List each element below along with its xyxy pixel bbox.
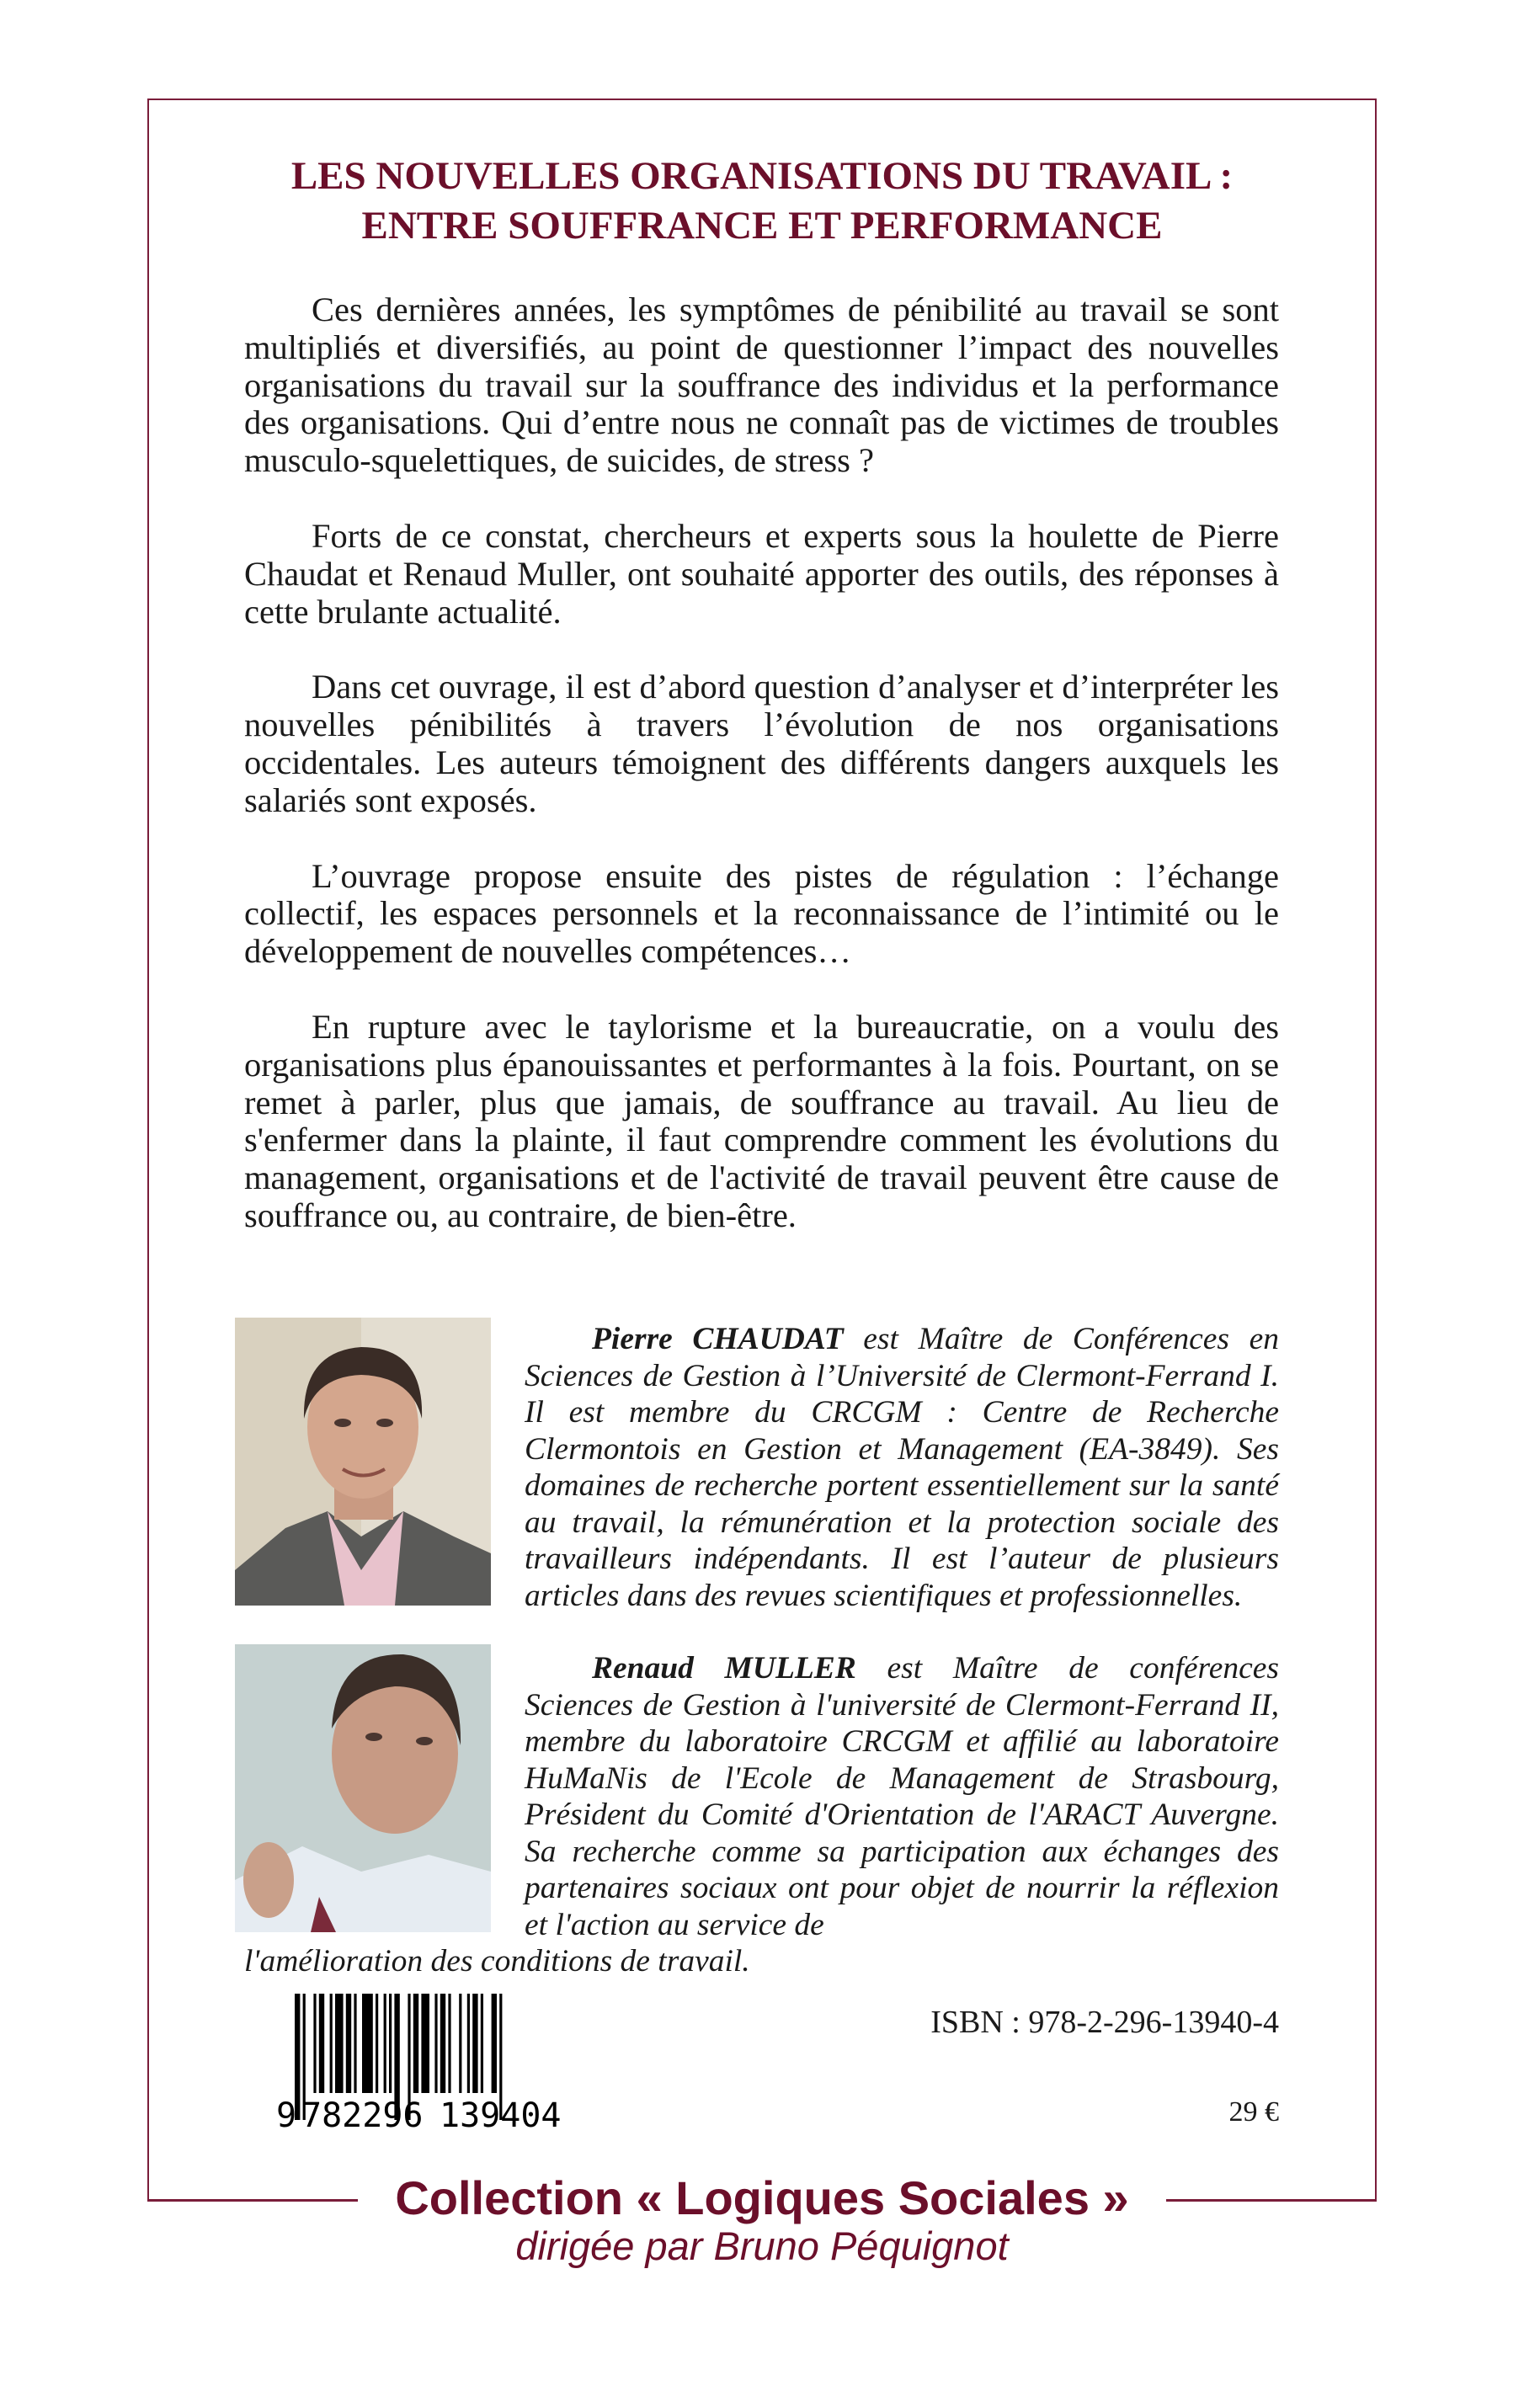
barcode-bar bbox=[389, 1994, 392, 2093]
barcode-digits: 139404 bbox=[440, 2096, 562, 2130]
barcode-digits: 9 bbox=[276, 2096, 297, 2130]
barcode-bar bbox=[467, 1994, 470, 2093]
barcode-bar bbox=[413, 1994, 418, 2093]
barcode-bar bbox=[481, 1994, 483, 2093]
barcode-bar bbox=[346, 1994, 351, 2093]
barcode-bar bbox=[472, 1994, 477, 2093]
title-line-2: ENTRE SOUFFRANCE ET PERFORMANCE bbox=[361, 204, 1163, 248]
author-bio-last-line: l'amélioration des conditions de travail. bbox=[244, 1944, 750, 1979]
author-bio-text: est Maître de Conférences en Sciences de Gestion à l’Université de Clermont-Ferrand I. Il est membre du CRCGM : Centre de Recherche Clermontois en Gestion et Management (EA-3849). Ses domaines de recherche portent essentiellement sur la santé au travail, la rémunération et la protection sociale des travailleurs indépendants. Il est l’auteur de plusieurs articles dans des revues scientifiques et professionnelles. bbox=[525, 1322, 1280, 1613]
author-bio-muller bbox=[244, 1650, 1279, 1979]
barcode-bar bbox=[362, 1994, 373, 2093]
barcode-bar bbox=[376, 1994, 378, 2093]
barcode-bar bbox=[313, 1994, 316, 2093]
title-line-1: LES NOUVELLES ORGANISATIONS DU TRAVAIL : bbox=[290, 154, 1234, 198]
barcode-bar bbox=[354, 1994, 356, 2093]
blurb-paragraph: Forts de ce constat, chercheurs et experts sous la houlette de Pierre Chaudat et Renaud Muller, ont souhaité apporter des outils, des réponses à cette brulante actualité. bbox=[244, 516, 1279, 631]
barcode-bar bbox=[335, 1994, 344, 2093]
blurb-paragraph: En rupture avec le taylorisme et la bureaucratie, on a voulu des organisations plus épanouissantes et performantes à la fois. Pourtant, on se remet à parler, plus que jamais, de souffrance au travail. Au lieu de s'enfermer dans la plainte, il faut comprendre comment les évolutions du management, organisations et de l'activité de travail peuvent être cause de souffrance ou, au contraire, de bien-être. bbox=[244, 1007, 1279, 1234]
blurb bbox=[244, 291, 1279, 1273]
price: 29 € bbox=[1228, 2096, 1279, 2128]
barcode-bar bbox=[319, 1994, 324, 2093]
author-name: Renaud MULLER bbox=[592, 1651, 856, 1686]
isbn-barcode bbox=[274, 1994, 586, 2130]
barcode-bar bbox=[434, 1994, 437, 2093]
author-bio-text: est Maître de conférences Sciences de Gestion à l'université de Clermont-Ferrand II, membre du laboratoire CRCGM et affilié au laboratoire HuMaNis de l'Ecole de Management de Strasbourg, Président du Comité d'Orientation de l'ARACT Auvergne. Sa recherche comme sa participation aux échanges des partenaires sociaux ont pour objet de nourrir la réflexion et l'action au service de bbox=[525, 1651, 1279, 1942]
barcode-bar bbox=[459, 1994, 461, 2093]
barcode-bar bbox=[421, 1994, 429, 2093]
author-name: Pierre CHAUDAT bbox=[592, 1322, 844, 1356]
author-photo-chaudat bbox=[235, 1318, 491, 1606]
collection-name: Collection « Logiques Sociales » bbox=[395, 2171, 1129, 2224]
author-bio-chaudat bbox=[525, 1321, 1279, 1614]
blurb-paragraph: Ces dernières années, les symptômes de pénibilité au travail se sont multipliés et diversifiés, au point de questionner l’impact des nouvelles organisations du travail sur la souffrance des individus et la performance des organisations. Qui d’entre nous ne connaît pas de victimes de troubles musculo-squelettiques, de suicides, de stress ? bbox=[244, 290, 1279, 480]
isbn-number: ISBN : 978-2-296-13940-4 bbox=[930, 2005, 1279, 2040]
author-photo-muller bbox=[235, 1644, 491, 1932]
book-title bbox=[147, 152, 1377, 251]
barcode-bar bbox=[330, 1994, 333, 2093]
barcode-bar bbox=[448, 1994, 450, 2093]
blurb-paragraph: Dans cet ouvrage, il est d’abord question d’analyser et d’interpréter les nouvelles pénibilités à travers l’évolution de nos organisations occidentales. Les auteurs témoignent des différents dangers auxquels les salariés sont exposés. bbox=[244, 668, 1279, 819]
barcode-digits: 782296 bbox=[301, 2096, 424, 2130]
collection-director: dirigée par Bruno Péquignot bbox=[515, 2224, 1009, 2268]
barcode-bar bbox=[440, 1994, 445, 2093]
barcode-bar bbox=[492, 1994, 497, 2093]
barcode-bar bbox=[384, 1994, 386, 2093]
blurb-paragraph: L’ouvrage propose ensuite des pistes de régulation : l’échange collectif, les espaces personnels et la reconnaissance de l’intimité ou le développement de nouvelles compétences… bbox=[244, 856, 1279, 971]
